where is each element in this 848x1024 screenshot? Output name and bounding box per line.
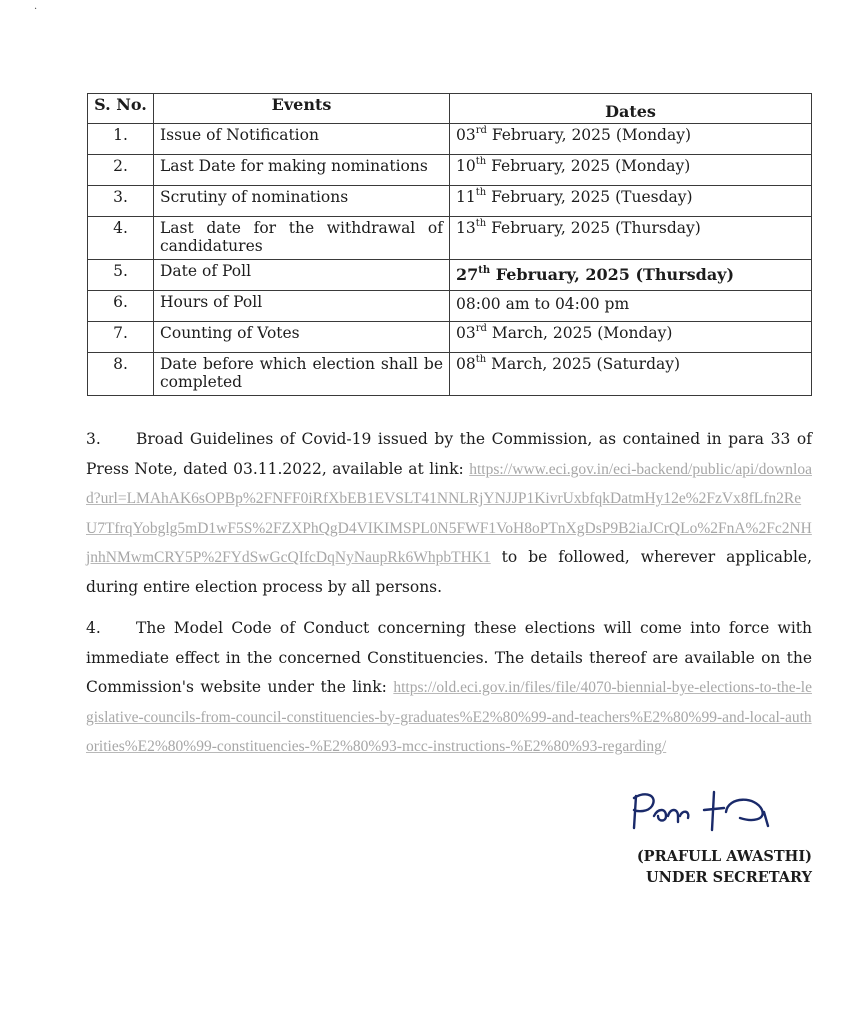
row-event: Issue of Notification — [154, 124, 450, 155]
row-event: Scrutiny of nominations — [154, 186, 450, 217]
row-sno: 3. — [88, 186, 154, 217]
paragraph-text: Broad Guidelines of Covid-19 issued by the Commission, as contained in para 33 of Press Note, dated 03.11.2022, available at link: — [86, 430, 812, 478]
row-date: 03rd March, 2025 (Monday) — [450, 322, 812, 353]
row-date: 13th February, 2025 (Thursday) — [450, 217, 812, 260]
paragraph-3 — [86, 425, 812, 602]
row-sno: 6. — [88, 291, 154, 322]
signatory-block — [560, 846, 812, 888]
paragraph-4 — [86, 614, 812, 762]
row-sno: 2. — [88, 155, 154, 186]
handwritten-signature — [628, 786, 778, 838]
table-row — [88, 186, 812, 217]
row-event: Hours of Poll — [154, 291, 450, 322]
row-date: 08:00 am to 04:00 pm — [450, 291, 812, 322]
table-row — [88, 260, 812, 291]
header-sno: S. No. — [88, 94, 154, 124]
row-date: 08th March, 2025 (Saturday) — [450, 353, 812, 396]
row-event: Date before which election shall be completed — [154, 353, 450, 396]
punch-hole-mark: · — [34, 4, 38, 15]
row-date: 11th February, 2025 (Tuesday) — [450, 186, 812, 217]
table-row — [88, 155, 812, 186]
table-row — [88, 217, 812, 260]
header-events: Events — [154, 94, 450, 124]
table-header-row — [88, 94, 812, 124]
row-sno: 1. — [88, 124, 154, 155]
signatory-name: (PRAFULL AWASTHI) — [636, 848, 812, 865]
row-sno: 7. — [88, 322, 154, 353]
signatory-designation: UNDER SECRETARY — [646, 869, 812, 886]
row-date-poll: 27th February, 2025 (Thursday) — [450, 260, 812, 291]
covid-guidelines-link[interactable]: https://www.eci.gov.in/eci-backend/public/api/download?url=LMAhAK6sOPBp%2FNFF0iRfXbEB1EVSLT41NNLRjYNJJP1KivrUxbfqkDatmHy12e%2FzVx8fLfn2ReU7TfrqYobglg5mD1wF5S%2FZXPhQgD4VIKIMSPL0N5FWF1VoH8oPTnXgDsP9B2iaJCrQLo%2FnA%2Fc2NHjnhNMwmCRY5P%2FYdSwGcQIfcDqNyNaupRk6WhpbTHK1 — [86, 460, 812, 566]
row-event: Last Date for making nominations — [154, 155, 450, 186]
row-event: Last date for the withdrawal of candidatures — [154, 217, 450, 260]
paragraph-text: to be followed, wherever applicable, during entire election process by all persons. — [86, 548, 812, 596]
table-row — [88, 322, 812, 353]
paragraph-text: The Model Code of Conduct concerning these elections will come into force with immediate effect in the concerned Constituencies. The details thereof are available on the Commission's website under the link: — [86, 619, 812, 696]
table-row — [88, 353, 812, 396]
table-row — [88, 124, 812, 155]
row-date: 03rd February, 2025 (Monday) — [450, 124, 812, 155]
row-event: Counting of Votes — [154, 322, 450, 353]
header-dates: Dates — [450, 94, 812, 124]
row-sno: 5. — [88, 260, 154, 291]
mcc-instructions-link[interactable]: https://old.eci.gov.in/files/file/4070-biennial-bye-elections-to-the-legislative-councils-from-council-constituencies-by-graduates%E2%80%99-and-teachers%E2%80%99-and-local-authorities%E2%80%99-constituencies-%E2%80%93-mcc-instructions-%E2%80%93-regarding/ — [86, 679, 812, 755]
paragraph-number: 3. — [86, 430, 101, 448]
row-sno: 8. — [88, 353, 154, 396]
election-schedule-table — [87, 93, 812, 396]
table-row — [88, 291, 812, 322]
row-date: 10th February, 2025 (Monday) — [450, 155, 812, 186]
row-sno: 4. — [88, 217, 154, 260]
row-event: Date of Poll — [154, 260, 450, 291]
paragraph-number: 4. — [86, 619, 101, 637]
